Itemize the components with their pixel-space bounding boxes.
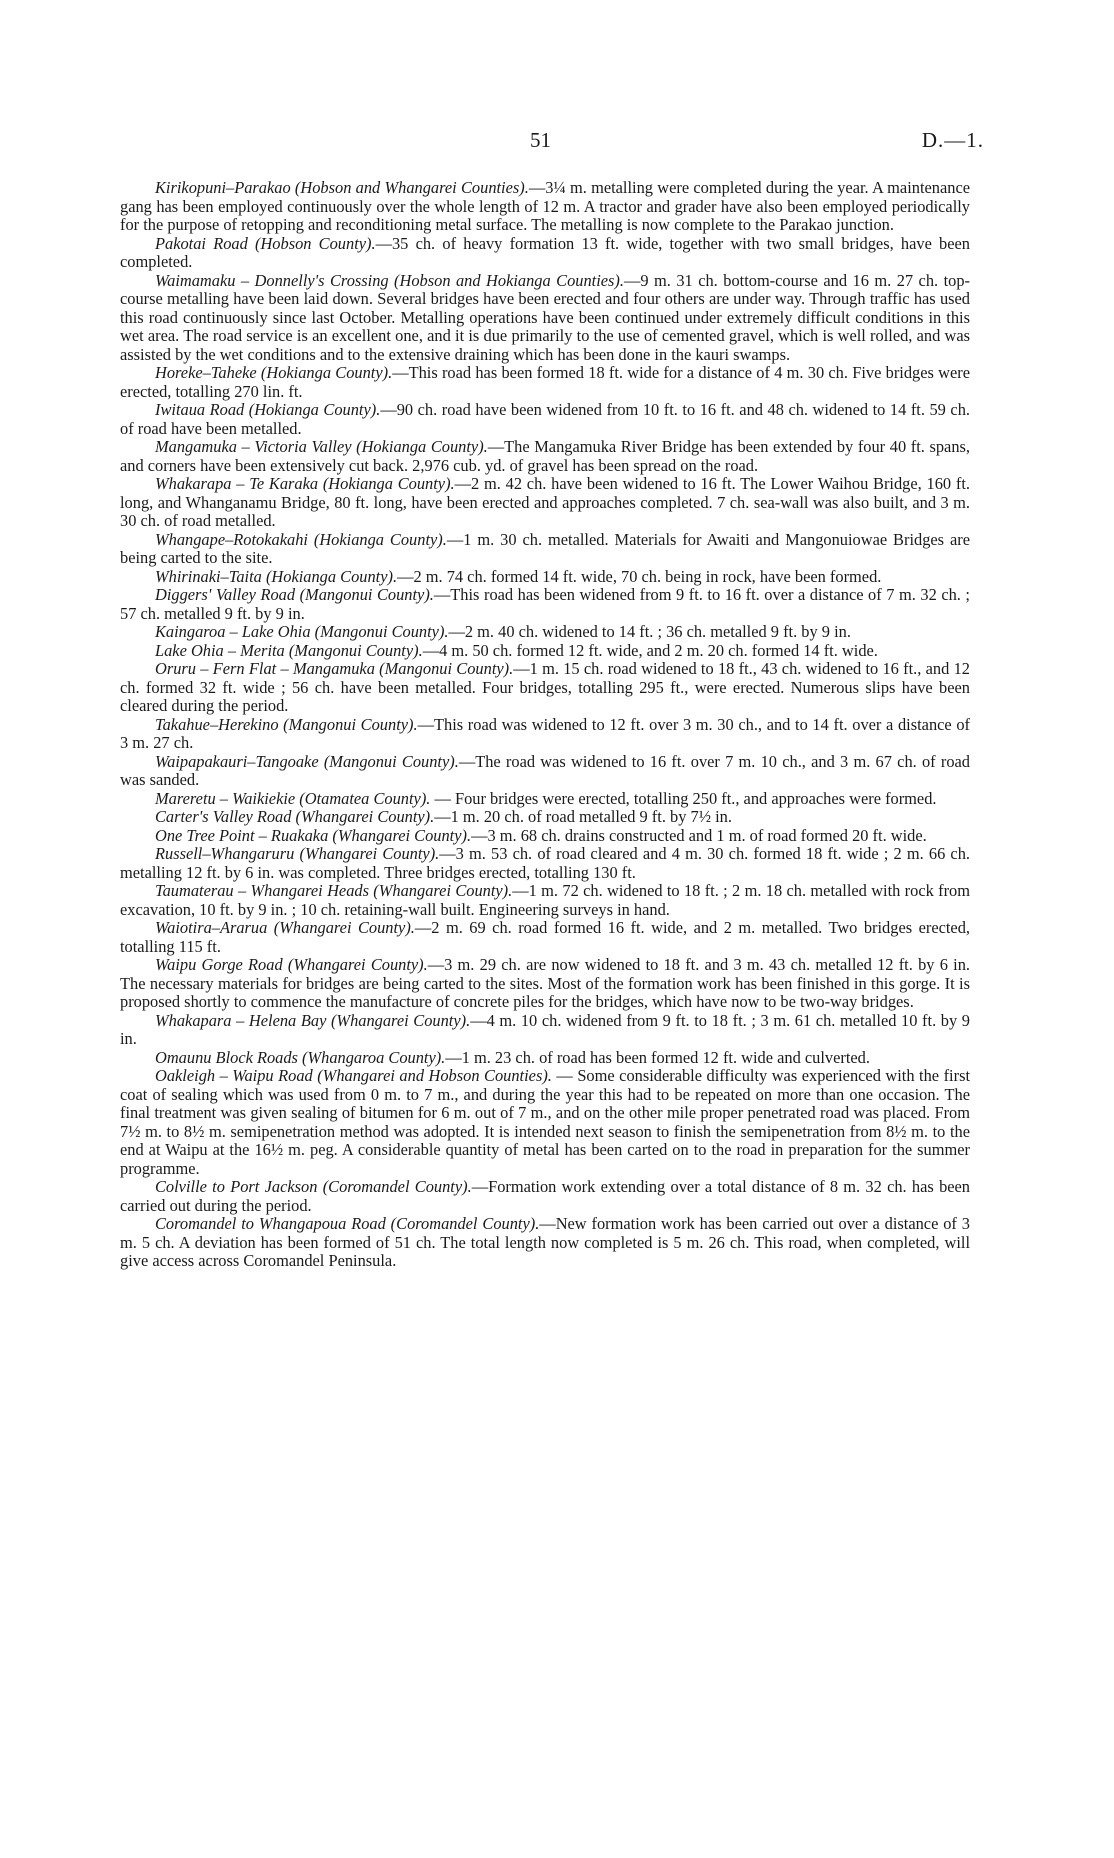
document-reference: D.—1.	[921, 128, 984, 152]
road-heading: Takahue–Herekino (Mangonui County).	[155, 714, 418, 734]
paragraph	[120, 1067, 970, 1178]
road-heading: Taumaterau – Whangarei Heads (Whangarei County).	[155, 881, 513, 900]
paragraph	[120, 716, 970, 753]
paragraph-text: —New formation work has been carried out over a distance of 3 m. 5 ch. A deviation has been formed of 51 ch. The total length now completed is 5 m. 26 ch. This road, when completed, will give access across Coromandel Peninsula.	[120, 1214, 970, 1270]
paragraph	[120, 235, 970, 272]
paragraph	[120, 956, 970, 1012]
paragraph-text: —The road was widened to 16 ft. over 7 m. 10 ch., and 3 m. 67 ch. of road was sanded.	[120, 751, 971, 789]
paragraph-text: —This road was widened to 12 ft. over 3 m. 30 ch., and to 14 ft. over a distance of 3 m. 27 ch.	[120, 714, 971, 752]
paragraph	[120, 1012, 970, 1049]
paragraph-text: —4 m. 50 ch. formed 12 ft. wide, and 2 m. 20 ch. formed 14 ft. wide.	[422, 640, 878, 660]
road-heading: Oruru – Fern Flat – Mangamuka (Mangonui County).	[155, 659, 514, 678]
paragraph-text: —4 m. 10 ch. widened from 9 ft. to 18 ft. ; 3 m. 61 ch. metalled 10 ft. by 9 in.	[120, 1010, 970, 1048]
road-heading: Horeke–Taheke (Hokianga County).	[155, 363, 393, 382]
paragraph	[120, 790, 970, 809]
paragraph	[120, 808, 970, 827]
paragraph	[120, 568, 970, 587]
road-heading: Kaingaroa – Lake Ohia (Mangonui County).	[155, 622, 449, 641]
paragraph-text: —Formation work extending over a total distance of 8 m. 32 ch. has been carried out during the period.	[120, 1177, 971, 1215]
paragraph-text: —3 m. 53 ch. of road cleared and 4 m. 30 ch. formed 18 ft. wide ; 2 m. 66 ch. metalling 12 ft. by 6 in. was completed. Three bridges erected, totalling 130 ft.	[120, 844, 970, 882]
paragraph-text: —90 ch. road have been widened from 10 ft. to 16 ft. and 48 ch. widened to 14 ft. 59 ch. of road have been metalled.	[120, 400, 970, 438]
road-heading: Lake Ohia – Merita (Mangonui County).	[155, 640, 423, 660]
paragraph	[120, 660, 970, 716]
paragraph-text: —2 m. 40 ch. widened to 14 ft. ; 36 ch. metalled 9 ft. by 9 in.	[448, 622, 851, 641]
paragraph	[120, 827, 970, 846]
road-heading: Mangamuka – Victoria Valley (Hokianga County).	[155, 437, 488, 456]
paragraph-text: —1 m. 72 ch. widened to 18 ft. ; 2 m. 18 ch. metalled with rock from excavation, 10 ft. by 9 in. ; 10 ch. retaining-wall built. Engineering surveys in hand.	[120, 881, 971, 919]
page-header	[0, 128, 1114, 158]
road-heading: Pakotai Road (Hobson County).	[155, 233, 376, 253]
road-heading: Waimamaku – Donnelly's Crossing (Hobson and Hokianga Counties).	[155, 270, 624, 290]
road-heading: Carter's Valley Road (Whangarei County).	[155, 807, 435, 826]
paragraph	[120, 401, 970, 438]
paragraph	[120, 1049, 970, 1068]
road-heading: Iwitaua Road (Hokianga County).	[155, 400, 381, 419]
road-heading: Whirinaki–Taita (Hokianga County).	[155, 566, 398, 586]
paragraph-text: —1 m. 15 ch. road widened to 18 ft., 43 ch. widened to 16 ft., and 12 ch. formed 32 ft. wide ; 56 ch. have been metalled. Four bridges, totalling 295 ft., were erected. Numerous slips have been cleared during the period.	[120, 659, 970, 715]
report-body	[120, 179, 970, 1271]
paragraph-text: —2 m. 42 ch. have been widened to 16 ft. The Lower Waihou Bridge, 160 ft. long, and Whanganamu Bridge, 80 ft. long, have been erected and approaches completed. 7 ch. sea-wall was also built, and 3 m. 30 ch. of road metalled.	[120, 474, 971, 530]
road-heading: Omaunu Block Roads (Whangaroa County).	[155, 1047, 446, 1067]
paragraph-text: —2 m. 69 ch. road formed 16 ft. wide, and 2 m. metalled. Two bridges erected, totalling 115 ft.	[120, 918, 970, 956]
paragraph-text: —1 m. 20 ch. of road metalled 9 ft. by 7½ in.	[434, 807, 732, 826]
road-heading: Russell–Whangaruru (Whangarei County).	[155, 844, 440, 863]
road-heading: Whangape–Rotokakahi (Hokianga County).	[155, 529, 447, 549]
paragraph	[120, 753, 970, 790]
paragraph	[120, 475, 970, 531]
page-number: 51	[530, 128, 551, 152]
road-heading: Colville to Port Jackson (Coromandel County).	[155, 1177, 472, 1196]
road-heading: Whakarapa – Te Karaka (Hokianga County).	[155, 474, 455, 493]
road-heading: Kirikopuni–Parakao (Hobson and Whangarei Counties).	[155, 178, 529, 197]
road-heading: One Tree Point – Ruakaka (Whangarei County).	[155, 825, 472, 845]
paragraph-text: —9 m. 31 ch. bottom-course and 16 m. 27 ch. top-course metalling have been laid down. Several bridges have been erected and four others are under way. Through traffic has used this road continuously since last October. Metalling operations have been continued under extremely difficult conditions in this wet area. The road service is an excellent one, and it is due primarily to the use of cemented gravel, which is well rolled, and was assisted by the wet conditions and to the extensive draining which has been done in the kauri swamps.	[120, 270, 970, 364]
paragraph	[120, 179, 970, 235]
paragraph	[120, 272, 970, 365]
paragraph	[120, 364, 970, 401]
paragraph-text: —This road has been widened from 9 ft. to 16 ft. over a distance of 7 m. 32 ch. ; 57 ch. metalled 9 ft. by 9 in.	[120, 585, 970, 623]
paragraph-text: —3 m. 68 ch. drains constructed and 1 m. of road formed 20 ft. wide.	[471, 825, 927, 845]
paragraph	[120, 438, 970, 475]
paragraph-text: —35 ch. of heavy formation 13 ft. wide, together with two small bridges, have been completed.	[120, 233, 970, 271]
road-heading: Whakapara – Helena Bay (Whangarei County).	[155, 1010, 471, 1030]
paragraph-text: — Four bridges were erected, totalling 250 ft., and approaches were formed.	[430, 788, 937, 808]
road-heading: Oakleigh – Waipu Road (Whangarei and Hobson Counties).	[155, 1066, 552, 1085]
paragraph	[120, 586, 970, 623]
road-heading: Coromandel to Whangapoua Road (Coromandel County).	[155, 1214, 540, 1233]
road-heading: Mareretu – Waikiekie (Otamatea County).	[155, 788, 431, 808]
paragraph-text: —2 m. 74 ch. formed 14 ft. wide, 70 ch. being in rock, have been formed.	[397, 566, 882, 586]
paragraph-text: —This road has been formed 18 ft. wide for a distance of 4 m. 30 ch. Five bridges were erected, totalling 270 lin. ft.	[120, 363, 970, 401]
paragraph	[120, 1178, 970, 1215]
paragraph	[120, 882, 970, 919]
road-heading: Waipu Gorge Road (Whangarei County).	[155, 955, 428, 974]
paragraph-text: —3¼ m. metalling were completed during the year. A maintenance gang has been employed continuously over the whole length of 12 m. A tractor and grader have also been employed periodically for the purpose of retopping and reconditioning metal surface. The metalling is now complete to the Parakao junction.	[120, 178, 970, 234]
road-heading: Waipapakauri–Tangoake (Mangonui County).	[155, 751, 459, 771]
road-heading: Waiotira–Ararua (Whangarei County).	[155, 918, 415, 937]
paragraph	[120, 919, 970, 956]
paragraph	[120, 531, 970, 568]
road-heading: Diggers' Valley Road (Mangonui County).	[155, 585, 434, 604]
paragraph	[120, 642, 970, 661]
paragraph-text: — Some considerable difficulty was experienced with the first coat of sealing which was used from 0 m. to 7 m., and during the year this had to be repeated on more than one occasion. The final treatment was given sealing of bitumen for 6 m. out of 7 m., and on the other mile proper penetrated road was placed. From 7½ m. to 8½ m. semipenetration method was adopted. It is intended next season to finish the semipenetration from 8½ m. to the end at Waipu at the 16½ m. peg. A considerable quantity of metal has been carted on to the road in preparation for the summer programme.	[120, 1066, 971, 1178]
paragraph-text: —1 m. 23 ch. of road has been formed 12 ft. wide and culverted.	[445, 1047, 870, 1067]
paragraph-text: —The Mangamuka River Bridge has been extended by four 40 ft. spans, and corners have been extensively cut back. 2,976 cub. yd. of gravel has been spread on the road.	[120, 437, 970, 475]
paragraph-text: —1 m. 30 ch. metalled. Materials for Awaiti and Mangonuiowae Bridges are being carted to the site.	[120, 529, 971, 567]
paragraph-text: —3 m. 29 ch. are now widened to 18 ft. and 3 m. 43 ch. metalled 12 ft. by 6 in. The necessary materials for bridges are being carted to the sites. Most of the formation work has been finished in this gorge. It is proposed shortly to commence the manufacture of concrete piles for the bridges, which have now to be two-way bridges.	[120, 955, 970, 1011]
paragraph	[120, 623, 970, 642]
paragraph	[120, 1215, 970, 1271]
paragraph	[120, 845, 970, 882]
